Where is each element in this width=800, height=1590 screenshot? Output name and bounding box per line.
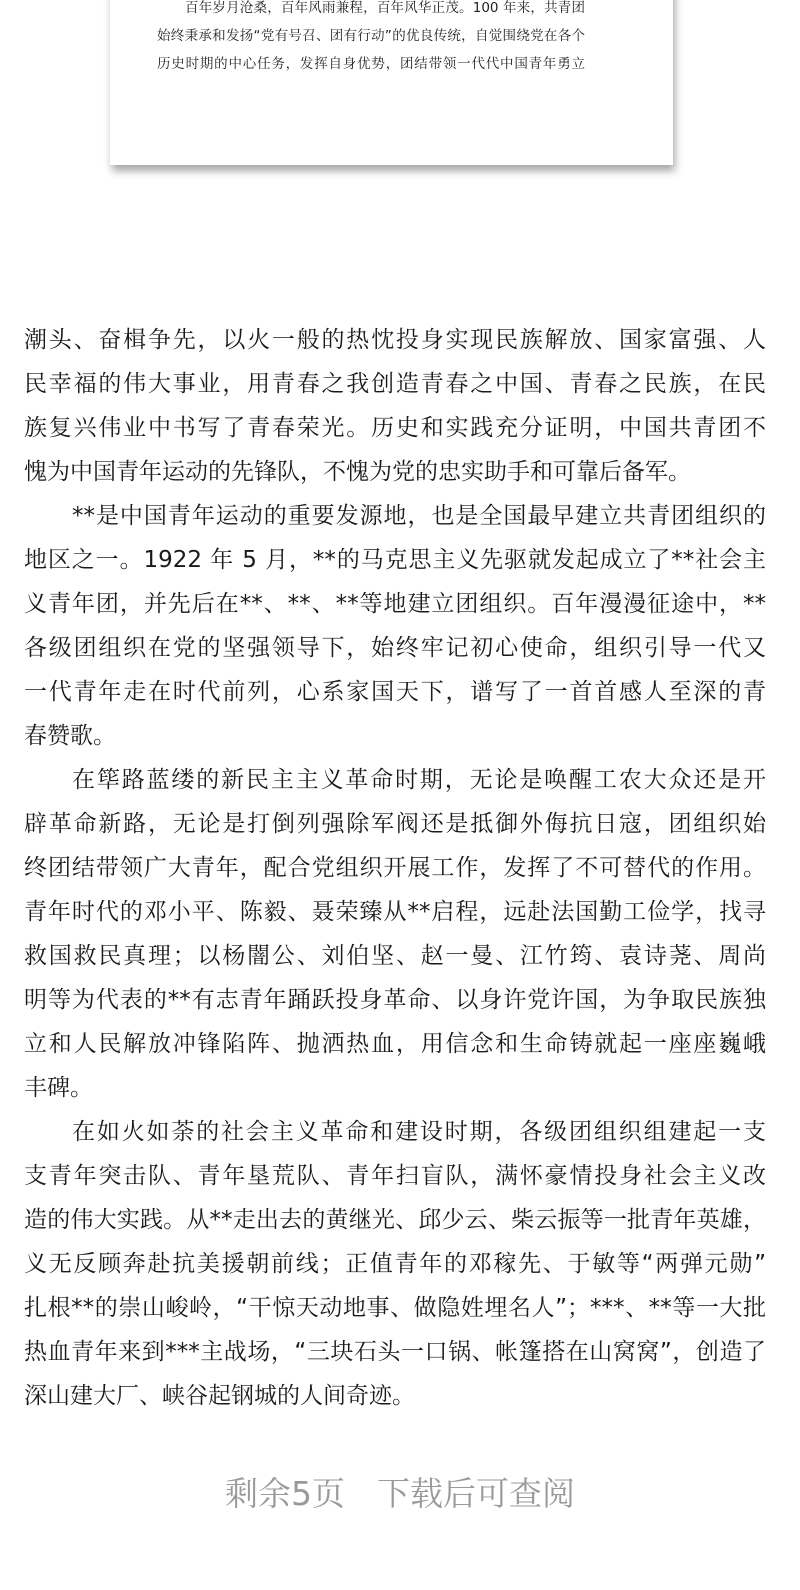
text-line: 族复兴伟业中书写了青春荣光。历史和实践充分证明，中国共青团不 [24, 415, 766, 441]
text-line: 丰碑。 [24, 1075, 93, 1101]
text-line: 明等为代表的**有志青年踊跃投身革命、以身许党许国，为争取民族独 [24, 987, 766, 1013]
text-line: 义青年团，并先后在**、**、**等地建立团组织。百年漫漫征途中，** [24, 591, 766, 617]
text-line: 潮头、奋楫争先，以火一般的热忱投身实现民族解放、国家富强、人 [24, 327, 766, 353]
text-line: 支青年突击队、青年垦荒队、青年扫盲队，满怀豪情投身社会主义改 [24, 1163, 766, 1189]
text-line: 救国救民真理；以杨闇公、刘伯坚、赵一曼、江竹筠、袁诗荛、周尚 [24, 943, 766, 969]
card-line: 百年岁月沧桑，百年风雨兼程，百年风华正茂。100 年来，共青团 [185, 0, 585, 16]
card-line: 历史时期的中心任务，发挥自身优势，团结带领一代代中国青年勇立 [157, 56, 585, 72]
text-line: 在如火如荼的社会主义革命和建设时期，各级团组织组建起一支 [72, 1119, 766, 1145]
download-to-view-label[interactable]: 下载后可查阅 [377, 1474, 575, 1513]
paragraph [24, 494, 766, 758]
text-line: 热血青年来到***主战场，“三块石头一口锅、帐篷搭在山窝窝”，创造了 [24, 1339, 766, 1365]
paragraph [24, 318, 766, 494]
document-body [24, 318, 766, 1418]
text-line: 深山建大厂、峡谷起钢城的人间奇迹。 [24, 1383, 415, 1409]
text-line: 青年时代的邓小平、陈毅、聂荣臻从**启程，远赴法国勤工俭学，找寻 [24, 899, 766, 925]
text-line: 义无反顾奔赴抗美援朝前线；正值青年的邓稼先、于敏等“两弹元勋” [24, 1251, 766, 1277]
text-line: 立和人民解放冲锋陷阵、抛洒热血，用信念和生命铸就起一座座巍峨 [24, 1031, 766, 1057]
download-prompt[interactable] [0, 1468, 800, 1515]
text-line: 愧为中国青年运动的先锋队，不愧为党的忠实助手和可靠后备军。 [24, 459, 691, 485]
preview-page-card [110, 0, 673, 165]
paragraph [24, 758, 766, 1110]
text-line: **是中国青年运动的重要发源地，也是全国最早建立共青团组织的 [72, 503, 766, 529]
card-line: 始终秉承和发扬“党有号召、团有行动”的优良传统，自觉围绕党在各个 [157, 28, 585, 44]
text-line: 辟革命新路，无论是打倒列强除军阀还是抵御外侮抗日寇，团组织始 [24, 811, 766, 837]
text-line: 地区之一。1922 年 5 月，**的马克思主义先驱就发起成立了**社会主 [24, 547, 766, 573]
remaining-pages-label: 剩余5页 [225, 1474, 345, 1513]
text-line: 民幸福的伟大事业，用青春之我创造青春之中国、青春之民族，在民 [24, 371, 766, 397]
paragraph [24, 1110, 766, 1418]
text-line: 造的伟大实践。从**走出去的黄继光、邱少云、柴云振等一批青年英雄， [24, 1207, 766, 1233]
text-line: 各级团组织在党的坚强领导下，始终牢记初心使命，组织引导一代又 [24, 635, 766, 661]
text-line: 一代青年走在时代前列，心系家国天下，谱写了一首首感人至深的青 [24, 679, 766, 705]
text-line: 终团结带领广大青年，配合党组织开展工作，发挥了不可替代的作用。 [24, 855, 766, 881]
text-line: 扎根**的崇山峻岭，“干惊天动地事、做隐姓埋名人”；***、**等一大批 [24, 1295, 766, 1321]
text-line: 春赞歌。 [24, 723, 116, 749]
preview-card-text [157, 0, 585, 78]
text-line: 在筚路蓝缕的新民主主义革命时期，无论是唤醒工农大众还是开 [72, 767, 766, 793]
